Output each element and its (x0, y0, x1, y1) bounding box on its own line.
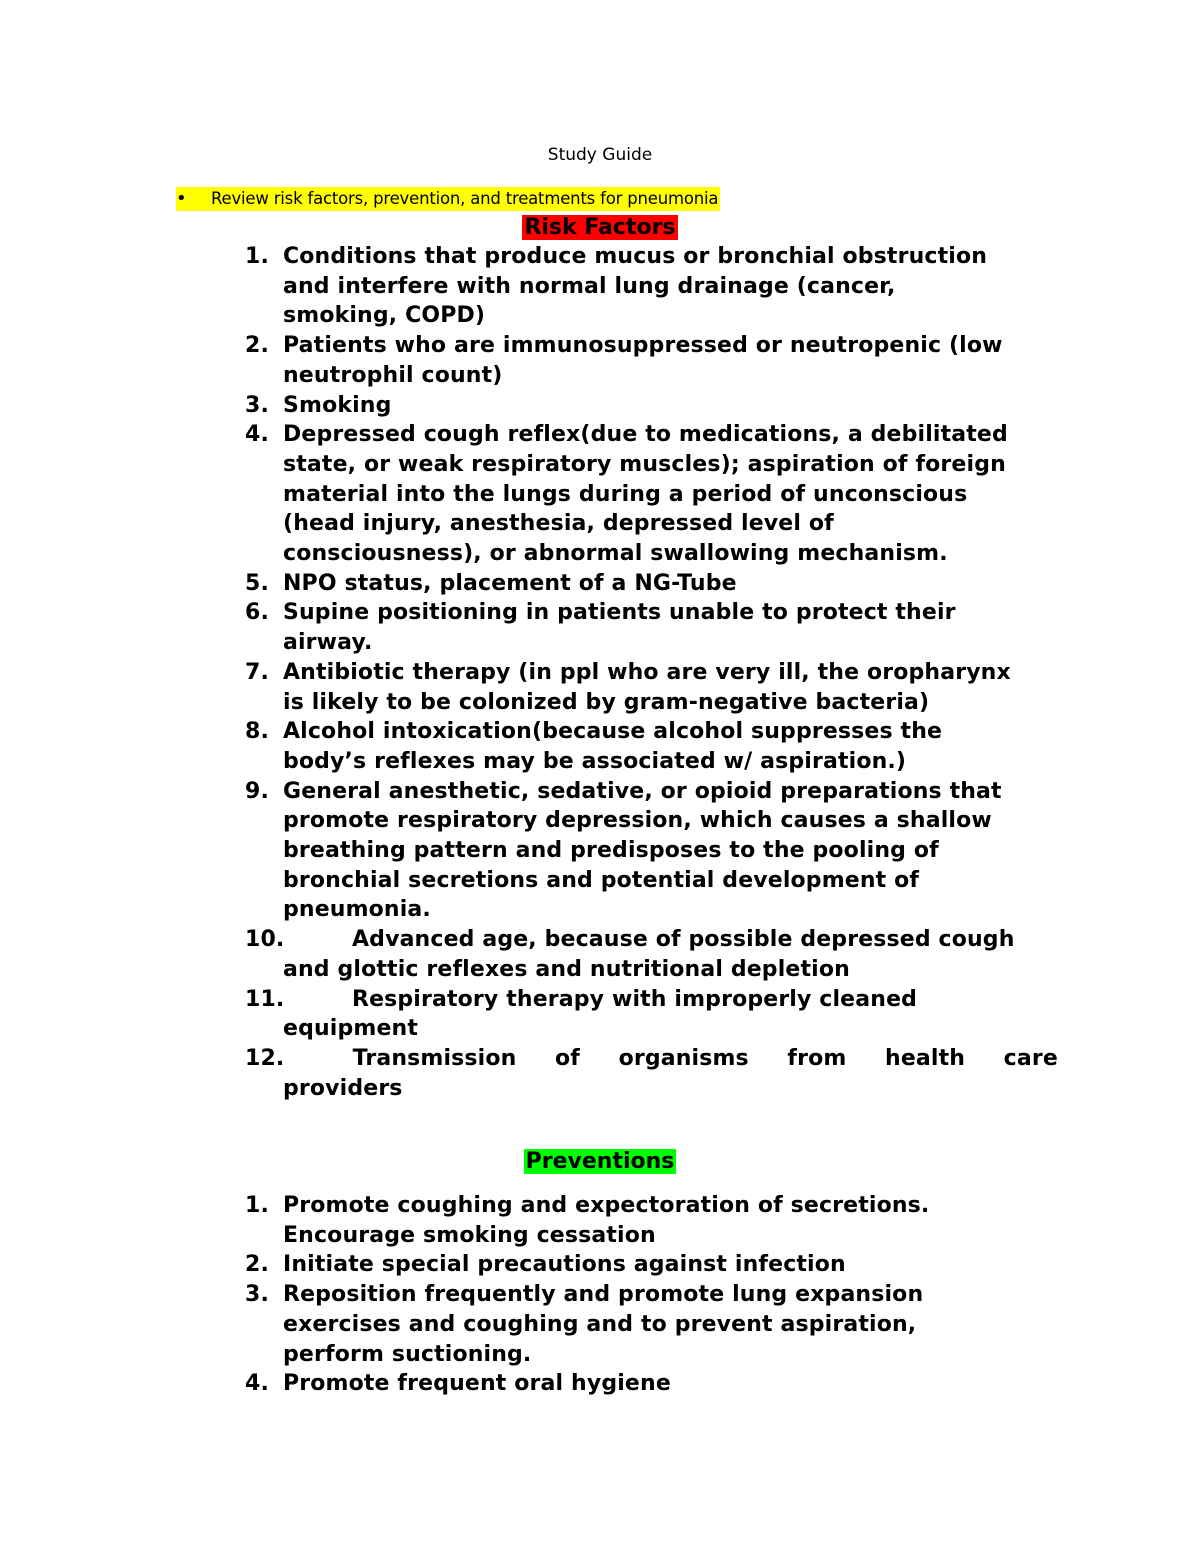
risk-factors-heading-text: Risk Factors (524, 215, 676, 240)
list-item-line: Depressed cough reflex(due to medications, a debilitated (283, 422, 1008, 448)
risk-factor-item (245, 242, 1058, 331)
list-item-number: 10. (245, 927, 285, 953)
list-item-line: smoking, COPD) (283, 303, 486, 329)
list-item-text (283, 925, 1058, 984)
list-item-line: and glottic reflexes and nutritional depletion (283, 956, 850, 982)
list-item-line: bronchial secretions and potential development of (283, 867, 920, 893)
list-item-line: promote respiratory depression, which causes a shallow (283, 808, 992, 834)
list-item-number: 5. (245, 570, 269, 596)
prevention-item (245, 1369, 1058, 1399)
list-item-number: 1. (245, 1193, 269, 1218)
list-item-text (283, 598, 1058, 657)
list-item-line: equipment (283, 1016, 418, 1042)
list-item-text (283, 1280, 1058, 1369)
prevention-item (245, 1191, 1058, 1250)
list-item-text (283, 242, 1058, 331)
list-item-number: 11. (245, 986, 285, 1012)
risk-factor-item (245, 569, 1058, 599)
list-item-line: NPO status, placement of a NG-Tube (283, 570, 737, 596)
risk-factor-item (245, 420, 1058, 569)
list-item-line: Reposition frequently and promote lung expansion (283, 1282, 924, 1308)
list-item-number: 1. (245, 244, 269, 269)
list-item-line: neutrophil count) (283, 362, 503, 388)
list-item-number: 8. (245, 719, 269, 745)
list-item-word: of (554, 1045, 580, 1071)
list-item-text (283, 1191, 1058, 1250)
risk-factors-heading (0, 213, 1200, 243)
risk-factor-item (245, 658, 1058, 717)
list-item-line: material into the lungs during a period of unconscious (283, 481, 968, 507)
list-item-line: Conditions that produce mucus or bronchial obstruction (283, 244, 988, 269)
list-item-text (283, 1369, 1058, 1399)
prevention-item (245, 1250, 1058, 1280)
list-item-number: 9. (245, 778, 269, 804)
bullet-dot-icon: • (176, 188, 187, 209)
prevention-item (245, 1280, 1058, 1369)
list-item-line: Initiate special precautions against infection (283, 1252, 846, 1278)
list-item-number: 7. (245, 659, 269, 685)
list-item-line: consciousness), or abnormal swallowing mechanism. (283, 541, 948, 567)
list-item-line: body’s reflexes may be associated w/ aspiration.) (283, 748, 907, 774)
list-item-number: 3. (245, 1282, 269, 1308)
list-item-line: pneumonia. (283, 897, 431, 923)
list-item-line: (head injury, anesthesia, depressed level of (283, 511, 834, 537)
list-item-line-text: Respiratory therapy with improperly cleaned (352, 986, 918, 1012)
list-item-number: 6. (245, 600, 269, 626)
list-item-line: breathing pattern and predisposes to the pooling of (283, 838, 939, 864)
list-item-number: 4. (245, 1371, 269, 1397)
list-item-line: Smoking (283, 392, 392, 418)
list-item-line: exercises and coughing and to prevent aspiration, (283, 1311, 917, 1337)
list-item-text (283, 777, 1058, 926)
list-item-number: 2. (245, 333, 269, 359)
list-item-number: 12. (245, 1045, 285, 1071)
risk-factor-item (245, 391, 1058, 421)
list-item-line: is likely to be colonized by gram-negative bacteria) (283, 689, 930, 715)
risk-factors-list (245, 242, 1058, 1103)
list-item-text (283, 391, 1058, 421)
risk-factor-item (245, 985, 1058, 1044)
bullet-highlight (176, 187, 720, 211)
list-item-line (283, 925, 1058, 955)
list-item-text (283, 331, 1058, 390)
list-item-text (283, 985, 1058, 1044)
list-item-word: care (1003, 1045, 1058, 1071)
list-item-line: airway. (283, 630, 373, 656)
list-item-line: General anesthetic, sedative, or opioid preparations that (283, 778, 1002, 804)
list-item-number: 2. (245, 1252, 269, 1278)
list-item-line (283, 1044, 1058, 1074)
list-item-line: Promote frequent oral hygiene (283, 1371, 671, 1397)
list-item-number: 4. (245, 422, 269, 448)
list-item-word: organisms (618, 1045, 749, 1071)
list-item-line: Promote coughing and expectoration of secretions. (283, 1193, 930, 1218)
list-item-line: Antibiotic therapy (in ppl who are very ill, the oropharynx (283, 659, 1011, 685)
risk-factor-item (245, 925, 1058, 984)
list-item-line: Alcohol intoxication(because alcohol suppresses the (283, 719, 943, 745)
list-item-line: and interfere with normal lung drainage (cancer, (283, 273, 896, 299)
document-title: Study Guide (547, 145, 653, 165)
review-bullet (176, 187, 720, 211)
list-item-line: perform suctioning. (283, 1341, 532, 1367)
preventions-heading-text: Preventions (525, 1149, 675, 1174)
list-item-word: from (787, 1045, 847, 1071)
preventions-heading (0, 1147, 1200, 1177)
list-item-text (283, 1044, 1058, 1103)
list-item-text (283, 717, 1058, 776)
list-item-text (283, 1250, 1058, 1280)
list-item-text (283, 658, 1058, 717)
list-item-line: Encourage smoking cessation (283, 1222, 656, 1248)
list-item-line-text: Advanced age, because of possible depressed cough (352, 927, 1015, 953)
list-item-line (283, 985, 1058, 1015)
list-item-line: state, or weak respiratory muscles); aspiration of foreign (283, 451, 1006, 477)
preventions-list (245, 1191, 1058, 1399)
risk-factor-item (245, 717, 1058, 776)
list-item-line: Patients who are immunosuppressed or neutropenic (low (283, 333, 1003, 359)
list-item-text (283, 569, 1058, 599)
list-item-line: Supine positioning in patients unable to protect their (283, 600, 956, 626)
risk-factor-item (245, 331, 1058, 390)
risk-factor-item (245, 598, 1058, 657)
list-item-line: providers (283, 1075, 403, 1101)
list-item-word: health (885, 1045, 966, 1071)
list-item-text (283, 420, 1058, 569)
risk-factor-item (245, 1044, 1058, 1103)
list-item-word: Transmission (352, 1045, 517, 1071)
bullet-text: Review risk factors, prevention, and treatments for pneumonia (211, 189, 719, 208)
risk-factor-item (245, 777, 1058, 926)
list-item-number: 3. (245, 392, 269, 418)
